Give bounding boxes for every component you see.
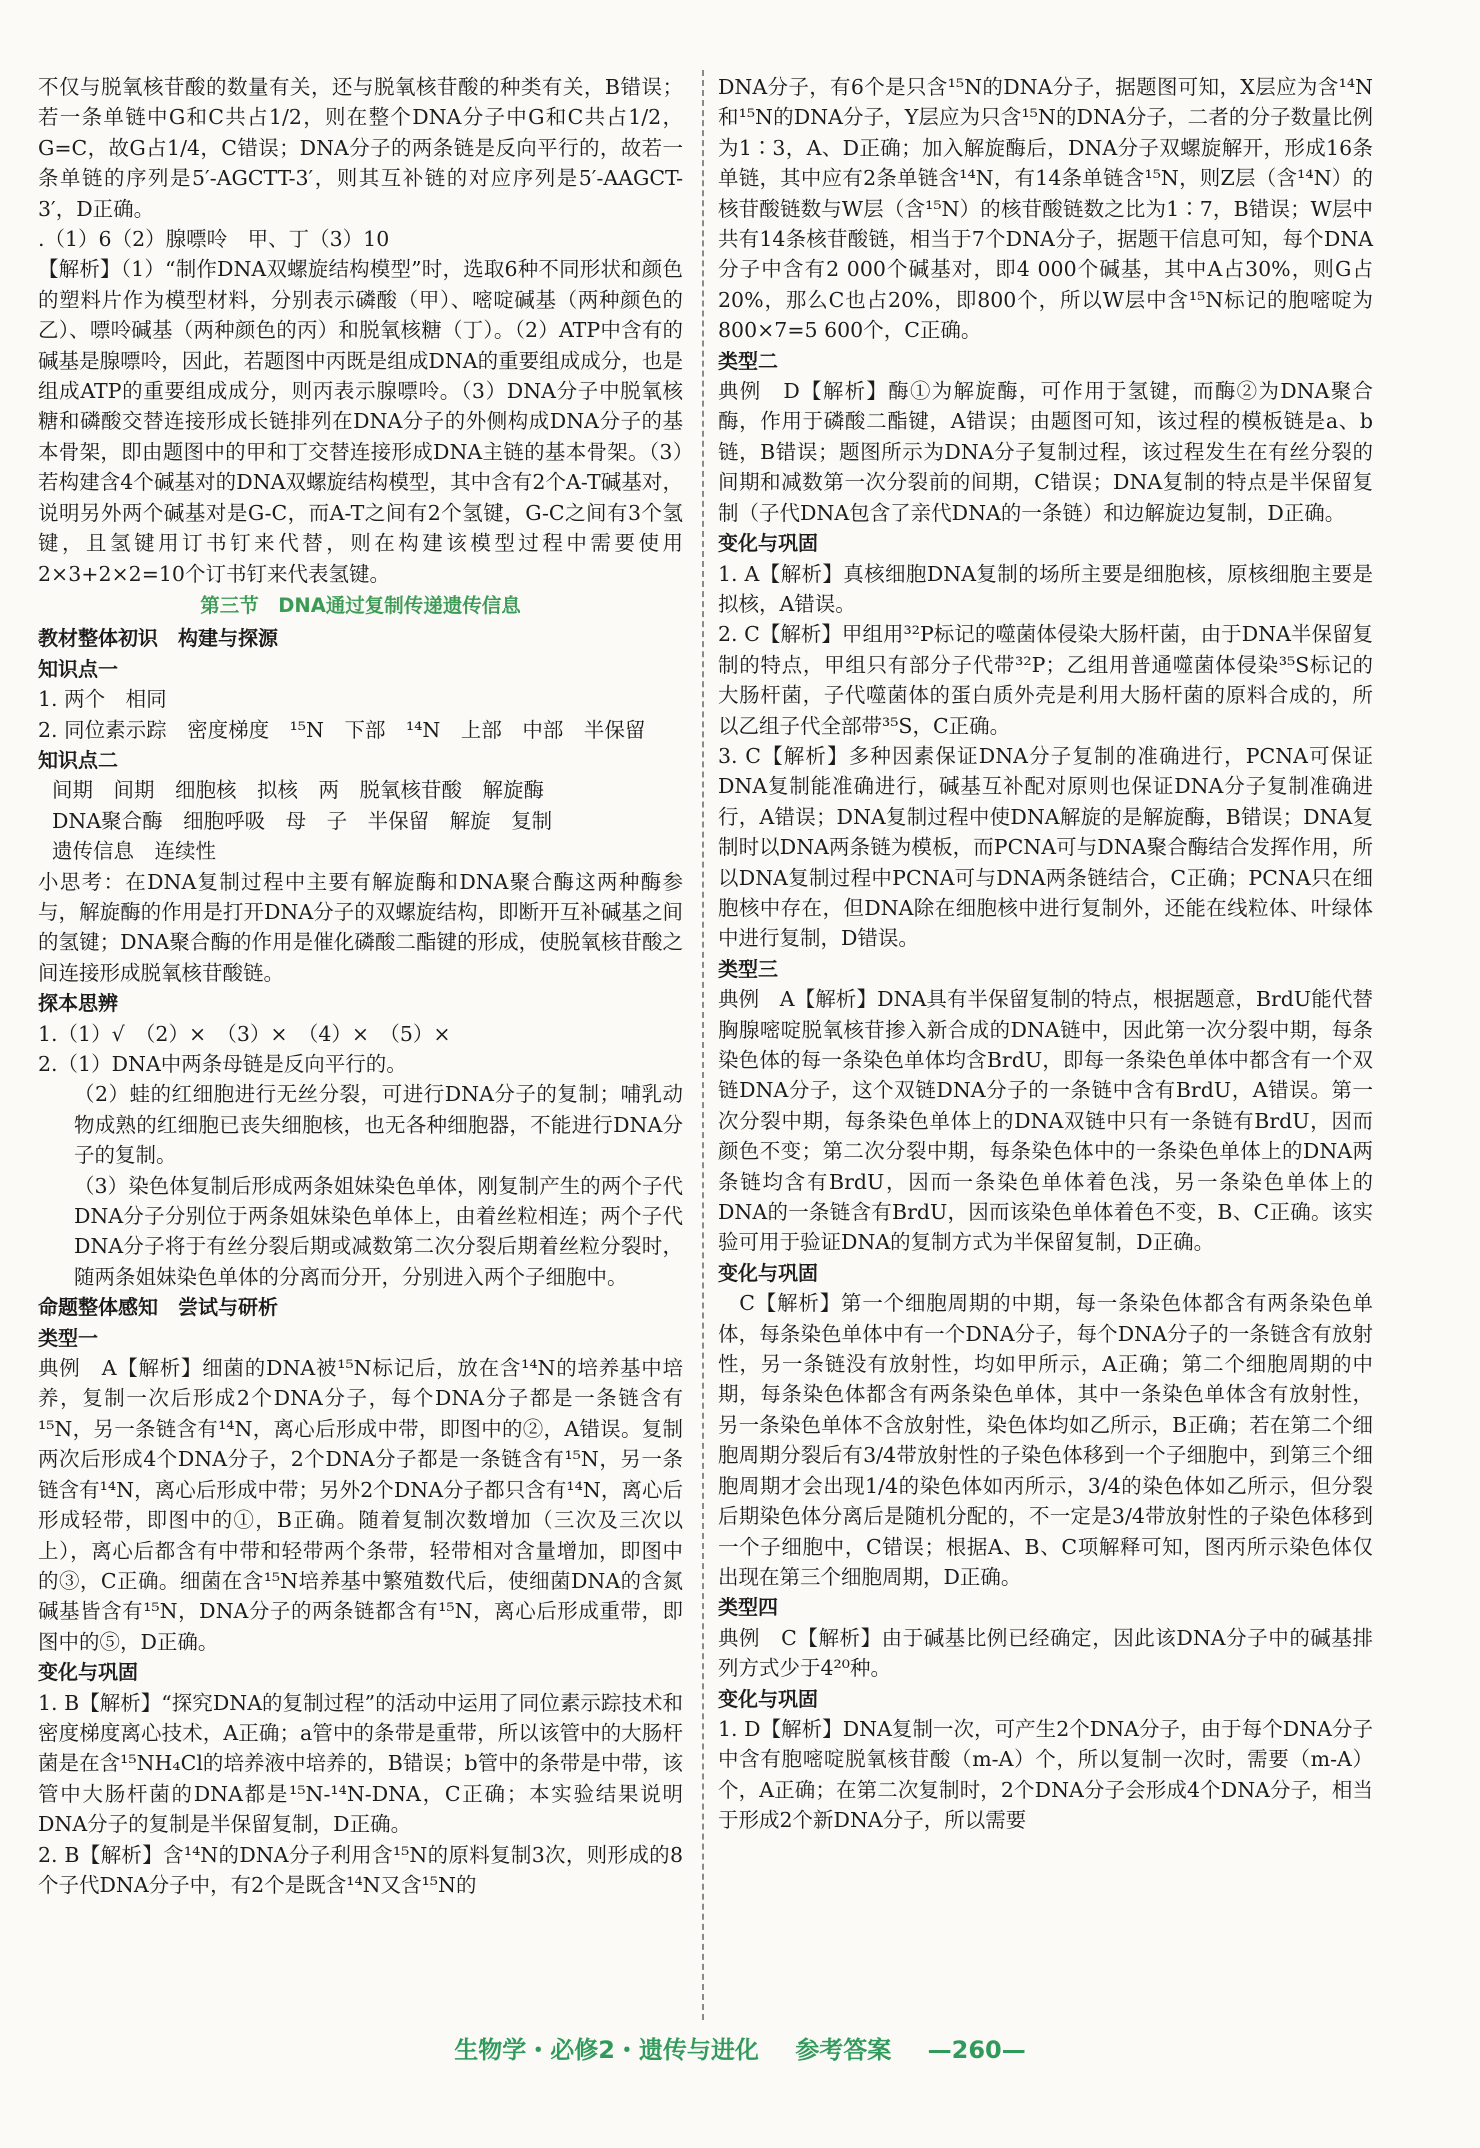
answer-paragraph: 不仅与脱氧核苷酸的数量有关，还与脱氧核苷酸的种类有关，B错误；若一条单链中G和C共占1/2，则在整个DNA分子中G和C共占1/2，G=C，故G占1/4，C错误；DNA分子的两条链是反向平行的，故若一条单链的序列是5′-AGCTT-3′，则其互补链的对应序列是5′-AAGCT-3′，D正确。 bbox=[38, 75, 683, 221]
footer-label: 参考答案 bbox=[795, 2036, 892, 2064]
answer-paragraph: 典例 A【解析】DNA具有半保留复制的特点，根据题意，BrdU能代替胸腺嘧啶脱氧核苷掺入新合成的DNA链中，因此第一次分裂中期，每条染色体的每一条染色单体均含BrdU，即每一条染色单体中都含有一个双链DNA分子，这个双链DNA分子的一条链中含有BrdU，A错误。第一次分裂中期，每条染色单体上的DNA双链中只有一条链有BrdU，因而颜色不变；第二次分裂中期，每条染色体中的一条染色单体上的DNA两条链均含有BrdU，因而一条染色单体着色浅，另一条染色单体上的DNA的一条链含有BrdU，因而该染色单体着色不变，B、C正确。该实验可用于验证DNA的复制方式为半保留复制，D正确。 bbox=[718, 987, 1373, 1255]
answer-paragraph: 2. C【解析】甲组用³²P标记的噬菌体侵染大肠杆菌，由于DNA半保留复制的特点，甲组只有部分子代带³²P；乙组用普通噬菌体侵染³⁵S标记的大肠杆菌，子代噬菌体的蛋白质外壳是利用大肠杆菌的原料合成的，所以乙组子代全部带³⁵S，C正确。 bbox=[718, 622, 1373, 738]
section-heading: 知识点一 bbox=[38, 656, 118, 681]
left-column bbox=[38, 72, 683, 1900]
answer-subparagraph: （2）蛙的红细胞进行无丝分裂，可进行DNA分子的复制；哺乳动物成熟的红细胞已丧失细胞核，也无各种细胞器，不能进行DNA分子的复制。 bbox=[74, 1082, 683, 1168]
section-heading: 变化与巩固 bbox=[718, 1260, 818, 1285]
fill-blank-line: 遗传信息 连续性 bbox=[52, 839, 216, 864]
answer-paragraph: 2. 同位素示踪 密度梯度 ¹⁵N 下部 ¹⁴N 上部 中部 半保留 bbox=[38, 717, 646, 742]
fill-blank-line: 间期 间期 细胞核 拟核 两 脱氧核苷酸 解旋酶 bbox=[52, 778, 544, 803]
column-divider bbox=[702, 70, 704, 2020]
chapter-title: 第三节 DNA通过复制传递遗传信息 bbox=[200, 593, 521, 617]
answer-paragraph: 1. 两个 相同 bbox=[38, 687, 167, 712]
answer-paragraph: 1. D【解析】DNA复制一次，可产生2个DNA分子，由于每个DNA分子中含有胞嘧啶脱氧核苷酸（m-A）个，所以复制一次时，需要（m-A）个，A正确；在第二次复制时，2个DNA分子会形成4个DNA分子，相当于形成2个新DNA分子，所以需要 bbox=[718, 1716, 1373, 1833]
section-heading: 变化与巩固 bbox=[718, 1686, 818, 1711]
section-heading: 类型二 bbox=[718, 348, 778, 373]
section-heading: 类型三 bbox=[718, 956, 778, 981]
right-column bbox=[718, 72, 1373, 1836]
answer-paragraph: 小思考：在DNA复制过程中主要有解旋酶和DNA聚合酶这两种酶参与，解旋酶的作用是打开DNA分子的双螺旋结构，即断开互补碱基之间的氢键；DNA聚合酶的作用是催化磷酸二酯键的形成，使脱氧核苷酸之间连接形成脱氧核苷酸链。 bbox=[38, 869, 683, 985]
answer-paragraph: 典例 A【解析】细菌的DNA被¹⁵N标记后，放在含¹⁴N的培养基中培养，复制一次后形成2个DNA分子，每个DNA分子都是一条链含有¹⁵N，另一条链含有¹⁴N，离心后形成中带，即图中的②，A错误。复制两次后形成4个DNA分子，2个DNA分子都是一条链含有¹⁵N，另一条链含有¹⁴N，离心后形成中带；另外2个DNA分子都只含有¹⁴N，离心后形成轻带，即图中的①，B正确。随着复制次数增加（三次及三次以上），离心后都含有中带和轻带两个条带，轻带相对含量增加，即图中的③，C正确。细菌在含¹⁵N培养基中繁殖数代后，使细菌DNA的含氮碱基皆含有¹⁵N，DNA分子的两条链都含有¹⁵N，离心后形成重带，即图中的⑤，D正确。 bbox=[38, 1356, 683, 1654]
answer-paragraph: 2. B【解析】含¹⁴N的DNA分子利用含¹⁵N的原料复制3次，则形成的8个子代DNA分子中，有2个是既含¹⁴N又含¹⁵N的 bbox=[38, 1842, 683, 1897]
answer-paragraph: 1. B【解析】“探究DNA的复制过程”的活动中运用了同位素示踪技术和密度梯度离心技术，A正确；a管中的条带是重带，所以该管中的大肠杆菌是在含¹⁵NH₄Cl的培养液中培养的，B错误；b管中的条带是中带，该管中大肠杆菌的DNA都是¹⁵N-¹⁴N-DNA，C正确；本实验结果说明DNA分子的复制是半保留复制，D正确。 bbox=[38, 1690, 683, 1837]
section-heading: 教材整体初识 构建与探源 bbox=[38, 626, 278, 651]
answer-paragraph: 典例 D【解析】酶①为解旋酶，可作用于氢键，而酶②为DNA聚合酶，作用于磷酸二酯键，A错误；由题图可知，该过程的模板链是a、b链，B错误；题图所示为DNA分子复制过程，该过程发生在有丝分裂的间期和减数第一次分裂前的间期，C错误；DNA复制的特点是半保留复制（子代DNA包含了亲代DNA的一条链）和边解旋边复制，D正确。 bbox=[718, 379, 1373, 525]
section-heading: 命题整体感知 尝试与研析 bbox=[38, 1295, 278, 1320]
page-number: —260— bbox=[927, 2036, 1026, 2064]
book-title: 生物学・必修2・遗传与进化 bbox=[454, 2036, 759, 2064]
section-heading: 类型一 bbox=[38, 1325, 98, 1350]
answer-subparagraph: （3）染色体复制后形成两条姐妹染色单体，刚复制产生的两个子代DNA分子分别位于两条姐妹染色单体上，由着丝粒相连；两个子代DNA分子将于有丝分裂后期或减数第二次分裂后期着丝粒分裂时，随两条姐妹染色单体的分离而分开，分别进入两个子细胞中。 bbox=[74, 1173, 683, 1289]
answer-paragraph: 1.（1）√ （2）× （3）× （4）× （5）× bbox=[38, 1021, 451, 1046]
section-heading: 变化与巩固 bbox=[718, 531, 818, 556]
fill-blank-line: DNA聚合酶 细胞呼吸 母 子 半保留 解旋 复制 bbox=[52, 808, 553, 833]
answer-paragraph: 3. C【解析】多种因素保证DNA分子复制的准确进行，PCNA可保证DNA复制能准确进行，碱基互补配对原则也保证DNA分子复制准确进行，A错误；DNA复制过程中使DNA解旋的是解旋酶，B错误；DNA复制时以DNA两条链为模板，而PCNA可与DNA聚合酶结合发挥作用，所以DNA复制过程中PCNA可与DNA两条链结合，C正确；PCNA只在细胞核中存在，但DNA除在细胞核中进行复制外，还能在线粒体、叶绿体中进行复制，D错误。 bbox=[718, 743, 1373, 951]
answer-paragraph: 【解析】（1）“制作DNA双螺旋结构模型”时，选取6种不同形状和颜色的塑料片作为模型材料，分别表示磷酸（甲）、嘧啶碱基（两种颜色的乙）、嘌呤碱基（两种颜色的丙）和脱氧核糖（丁）。（2）ATP中含有的碱基是腺嘌呤，因此，若题图中丙既是组成DNA的重要组成成分，也是组成ATP的重要组成成分，则丙表示腺嘌呤。（3）DNA分子中脱氧核糖和磷酸交替连接形成长链排列在DNA分子的外侧构成DNA分子的基本骨架，即由题图中的甲和丁交替连接形成DNA主链的基本骨架。（3）若构建含4个碱基对的DNA双螺旋结构模型，其中含有2个A-T碱基对，说明另外两个碱基对是G-C，而A-T之间有2个氢键，G-C之间有3个氢键，且氢键用订书钉来代替，则在构建该模型过程中需要使用2×3+2×2=10个订书钉来代表氢键。 bbox=[38, 257, 683, 586]
answer-paragraph: 1. A【解析】真核细胞DNA复制的场所主要是细胞核，原核细胞主要是拟核，A错误。 bbox=[718, 561, 1373, 616]
answer-paragraph: C【解析】第一个细胞周期的中期，每一条染色体都含有两条染色单体，每条染色单体中有一个DNA分子，每个DNA分子的一条链含有放射性，另一条链没有放射性，均如甲所示，A正确；第二个细胞周期的中期，每条染色体都含有两条染色单体，其中一条染色单体含有放射性，另一条染色单体不含放射性，染色体均如乙所示，B正确；若在第二个细胞周期分裂后有3/4带放射性的子染色体移到一个子细胞中，到第三个细胞周期才会出现1/4的染色体如丙所示，3/4的染色体如乙所示，但分裂后期染色体分离后是随机分配的，不一定是3/4带放射性的子染色体移到一个子细胞中，C错误；根据A、B、C项解释可知，图丙所示染色体仅出现在第三个细胞周期，D正确。 bbox=[718, 1291, 1373, 1589]
answer-paragraph: 典例 C【解析】由于碱基比例已经确定，因此该DNA分子中的碱基排列方式少于4²⁰种。 bbox=[718, 1625, 1373, 1681]
section-heading: 知识点二 bbox=[38, 747, 118, 772]
section-heading: 变化与巩固 bbox=[38, 1660, 138, 1685]
answer-paragraph: .（1）6（2）腺嘌呤 甲、丁（3）10 bbox=[38, 227, 390, 252]
section-heading: 类型四 bbox=[718, 1595, 778, 1620]
answer-paragraph: DNA分子，有6个是只含¹⁵N的DNA分子，据题图可知，X层应为含¹⁴N和¹⁵N的DNA分子，Y层应为只含¹⁵N的DNA分子，二者的分子数量比例为1∶3，A、D正确；加入解旋酶后，DNA分子双螺旋解开，形成16条单链，其中应有2条单链含¹⁴N，有14条单链含¹⁵N，则Z层（含¹⁴N）的核苷酸链数与W层（含¹⁵N）的核苷酸链数之比为1∶7，B错误；W层中共有14条核苷酸链，相当于7个DNA分子，据题干信息可知，每个DNA分子中含有2 000个碱基对，即4 000个碱基，其中A占30%，则G占20%，那么C也占20%，即800个，所以W层中含¹⁵N标记的胞嘧啶为800×7=5 600个，C正确。 bbox=[718, 75, 1373, 343]
section-heading: 探本思辨 bbox=[38, 991, 118, 1016]
page-footer bbox=[0, 2030, 1480, 2065]
answer-paragraph: 2.（1）DNA中两条母链是反向平行的。 bbox=[38, 1052, 407, 1076]
